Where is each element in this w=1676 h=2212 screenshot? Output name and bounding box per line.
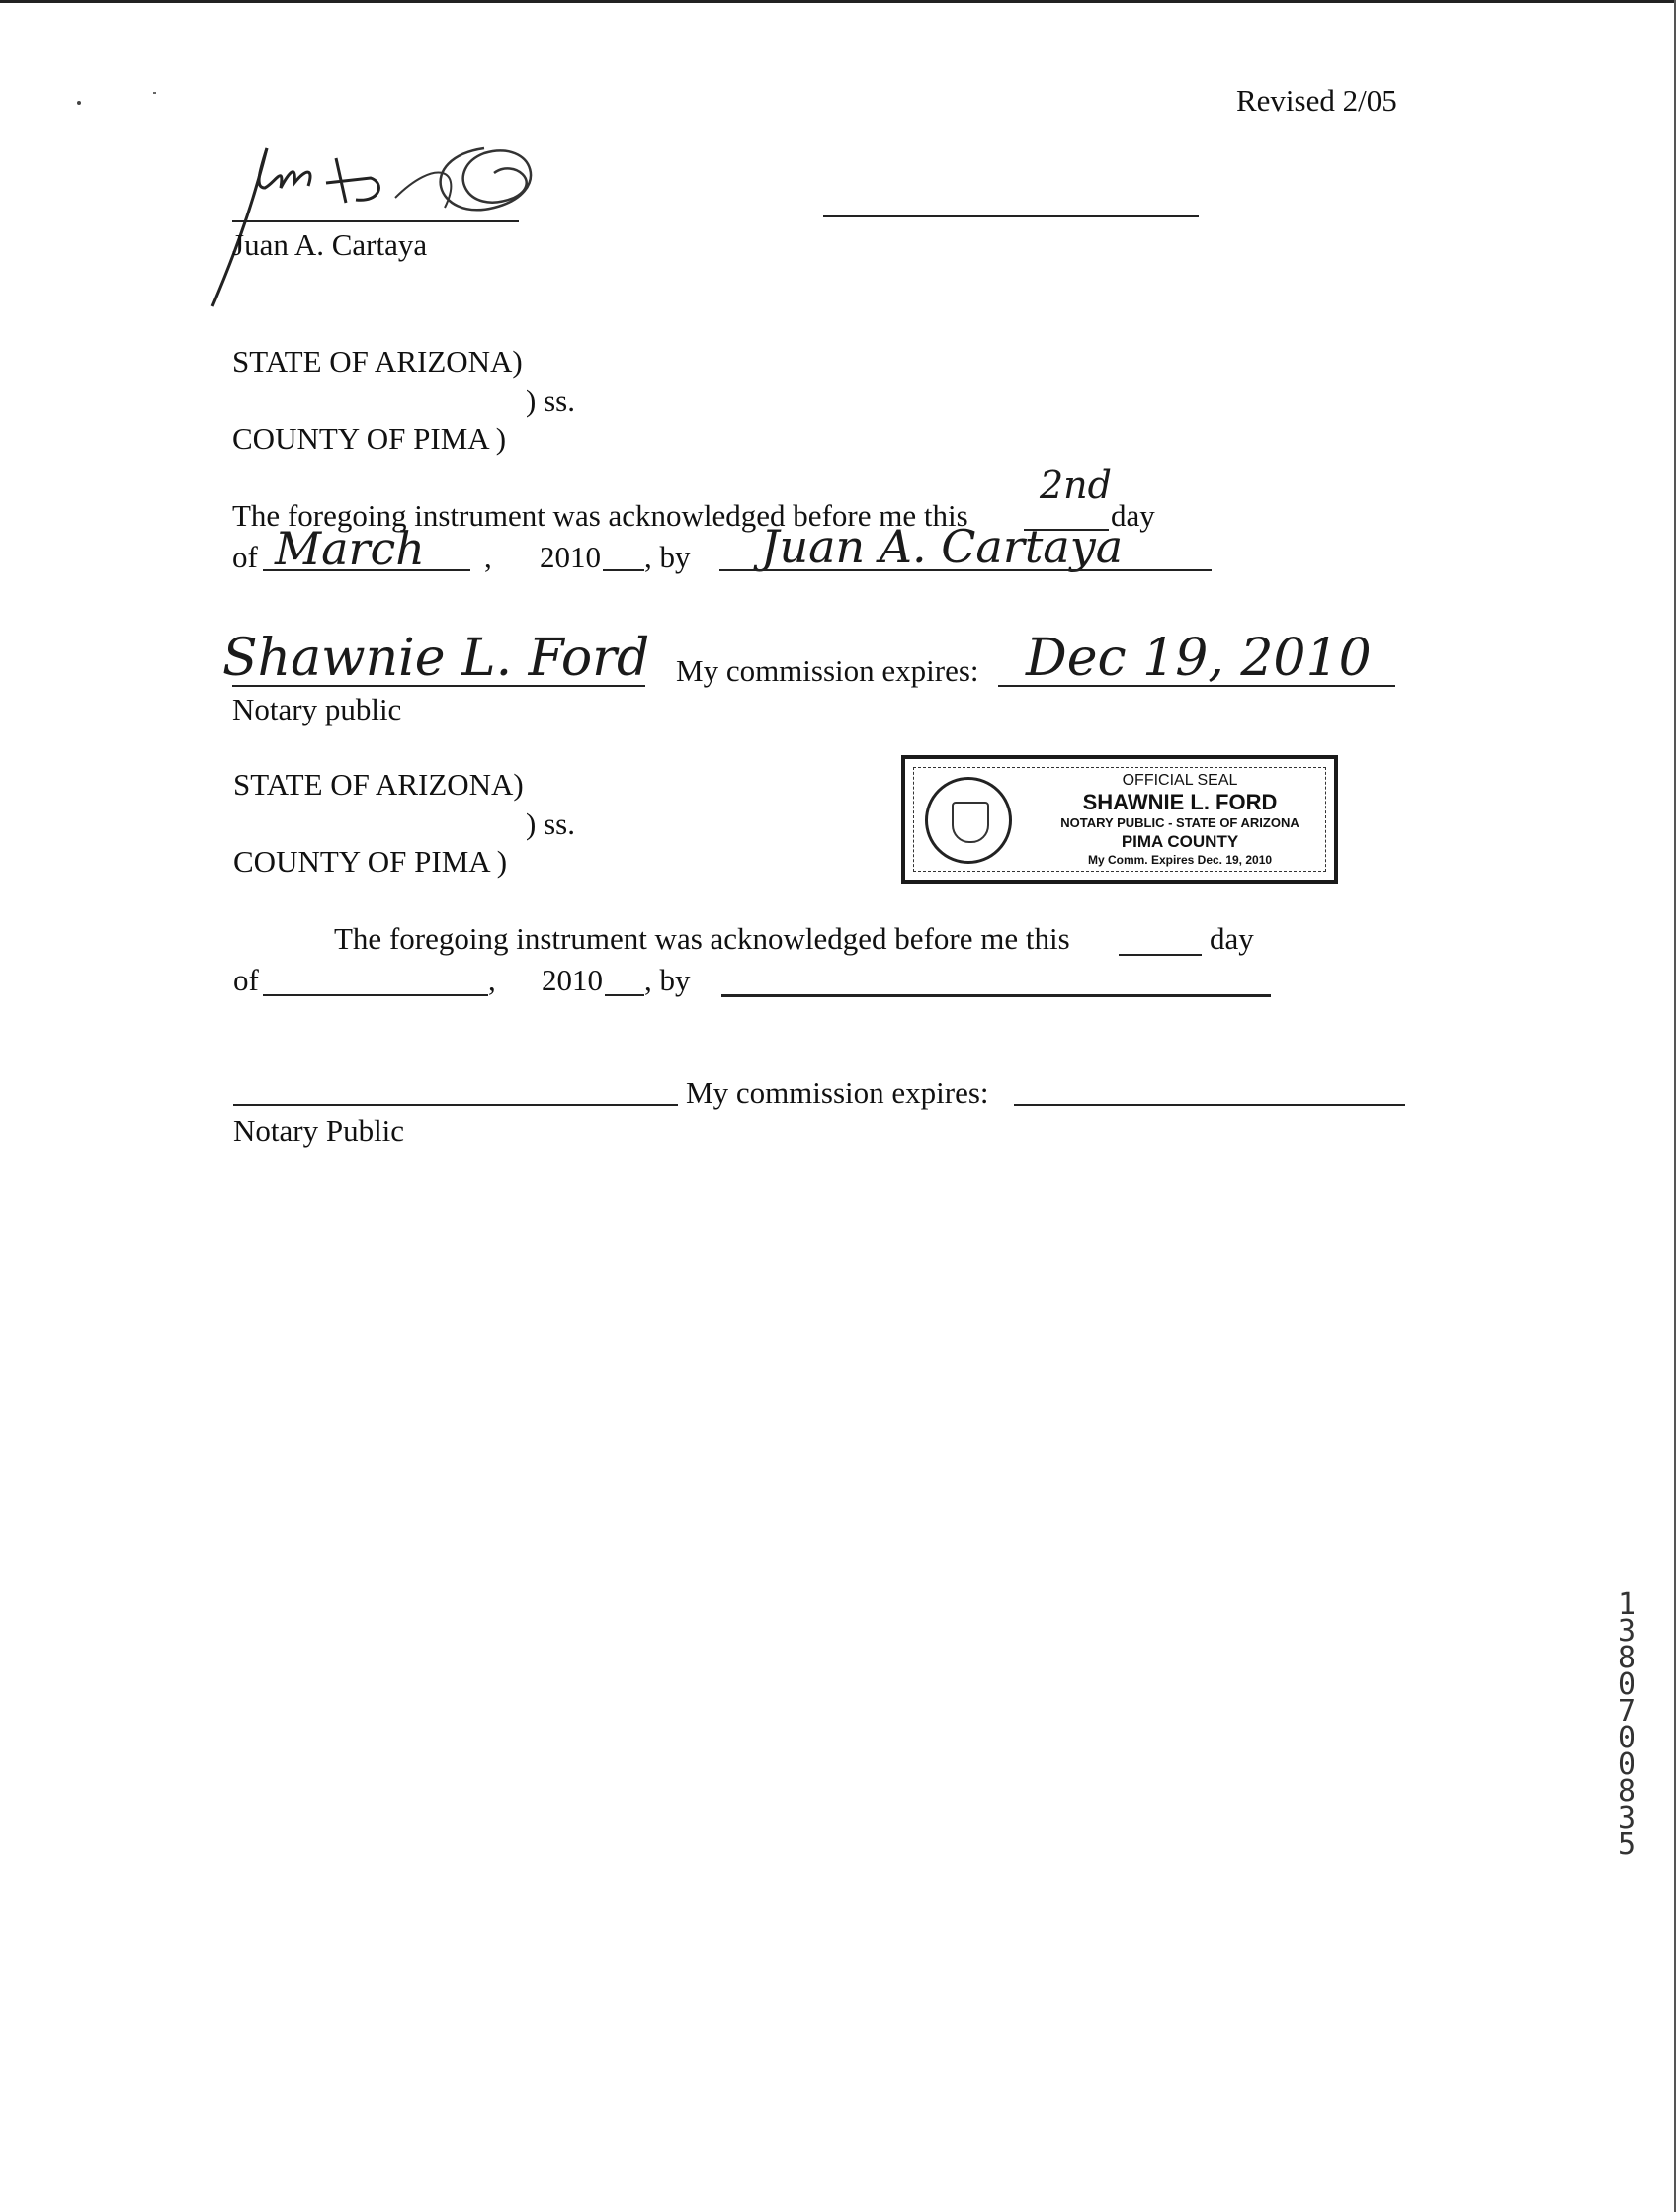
ack1-county: COUNTY OF PIMA )	[232, 421, 507, 456]
bates-digit: 8	[1617, 1774, 1636, 1809]
ack2-commission-line	[1014, 1104, 1405, 1106]
bates-digit: 8	[1617, 1641, 1636, 1675]
seal-line-3: NOTARY PUBLIC - STATE OF ARIZONA	[1060, 815, 1299, 830]
ack2-by-line	[721, 994, 1271, 997]
ack1-state: STATE OF ARIZONA)	[232, 344, 523, 379]
ack1-month-value: March	[275, 522, 425, 575]
ack2-ss: ) ss.	[526, 807, 575, 841]
bates-digit: 0	[1617, 1721, 1636, 1755]
ack1-commission-value: Dec 19, 2010	[1026, 629, 1372, 688]
ack1-ss: ) ss.	[526, 383, 575, 418]
ack1-by-line	[719, 569, 1212, 571]
ack2-line1-prefix: The foregoing instrument was acknowledged before me this	[334, 921, 1070, 956]
ack1-notary-label: Notary public	[232, 692, 402, 726]
ack1-commission-line	[998, 685, 1395, 687]
ack1-comma: ,	[484, 540, 492, 574]
ack1-line1-prefix: The foregoing instrument was acknowledged before me this	[232, 498, 968, 533]
seal-line-5: My Comm. Expires Dec. 19, 2010	[1087, 853, 1273, 867]
ack2-day-label: day	[1210, 921, 1254, 956]
ack2-day-line	[1119, 954, 1202, 956]
signer-printed-name: Juan A. Cartaya	[232, 227, 428, 262]
ack2-year-line	[605, 994, 644, 996]
bates-digit: 1	[1617, 1587, 1636, 1622]
bates-digit: 7	[1617, 1694, 1636, 1729]
ack2-notary-line	[233, 1104, 678, 1106]
signer-signature-line	[232, 220, 519, 222]
ack1-day-label: day	[1111, 498, 1155, 533]
ack2-by-label: , by	[644, 963, 691, 997]
ack1-day-value: 2nd	[1040, 464, 1112, 507]
bates-digit: 0	[1617, 1747, 1636, 1782]
ack1-notary-signature: Shawnie L. Ford	[222, 629, 650, 688]
scan-speck	[77, 101, 81, 105]
ack1-by-label: , by	[644, 540, 691, 574]
page-top-border	[0, 0, 1676, 3]
ack1-by-value: Juan A. Cartaya	[761, 520, 1124, 573]
seal-line-4: PIMA COUNTY	[1121, 832, 1239, 851]
bates-digit: 5	[1617, 1828, 1636, 1862]
ack2-month-line	[263, 994, 488, 996]
ack2-notary-label: Notary Public	[233, 1113, 405, 1148]
bates-digit: 3	[1617, 1614, 1636, 1649]
date-line	[823, 215, 1199, 217]
ack1-commission-label: My commission expires:	[676, 653, 979, 688]
ack1-year-line	[603, 569, 644, 571]
seal-line-2: SHAWNIE L. FORD	[1082, 790, 1278, 814]
ack1-month-line	[263, 569, 470, 571]
ack2-county: COUNTY OF PIMA )	[233, 844, 508, 879]
ack2-year: 2010	[542, 963, 603, 997]
scan-speck	[153, 92, 156, 94]
bates-digit: 3	[1617, 1801, 1636, 1835]
ack1-of-label: of	[232, 540, 258, 574]
ack2-comma: ,	[488, 963, 496, 997]
arizona-state-seal-icon	[925, 777, 1012, 864]
signer-signature	[198, 128, 672, 316]
seal-line-1: OFFICIAL SEAL	[1122, 772, 1238, 789]
ack2-state: STATE OF ARIZONA)	[233, 767, 524, 802]
official-seal-stamp	[901, 755, 1338, 884]
ack2-commission-label: My commission expires:	[686, 1075, 989, 1110]
ack1-year: 2010	[540, 540, 601, 574]
ack2-of-label: of	[233, 963, 259, 997]
bates-number	[1613, 1587, 1640, 1862]
ack1-notary-line	[232, 685, 645, 687]
revised-label: Revised 2/05	[1236, 83, 1397, 118]
bates-digit: 0	[1617, 1667, 1636, 1702]
